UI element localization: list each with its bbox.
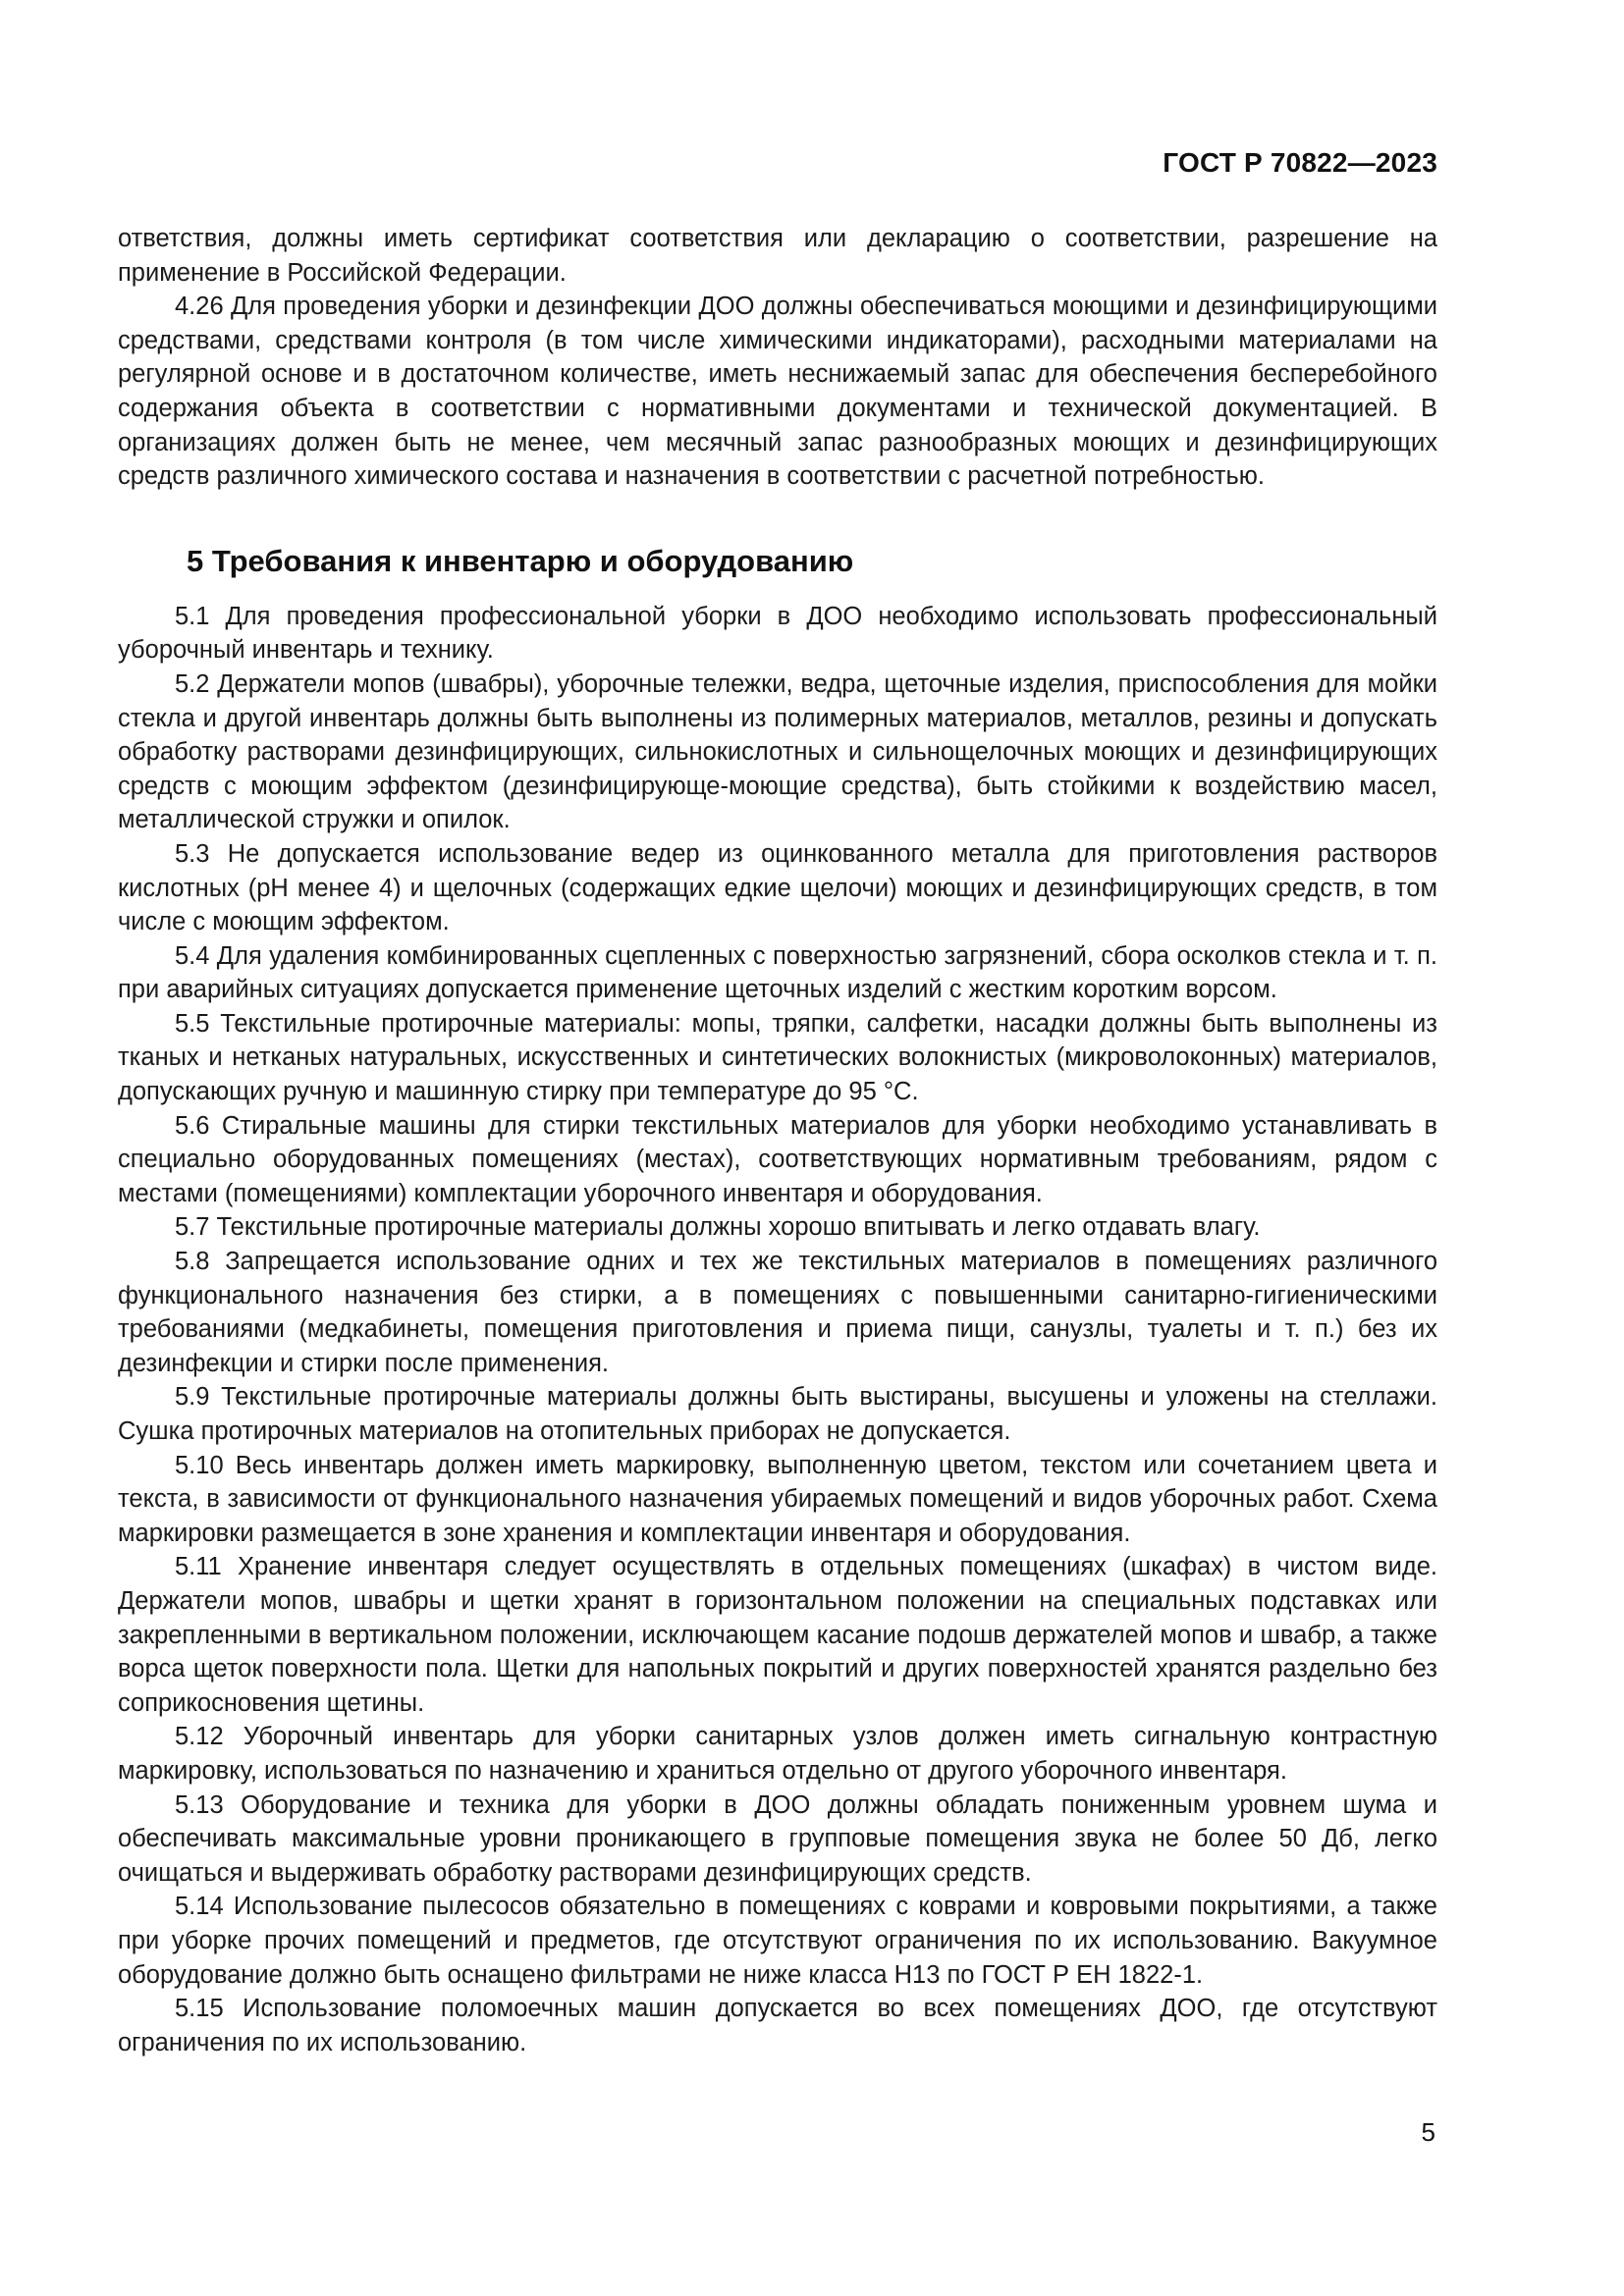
section-5-heading: 5 Требования к инвентарю и оборудованию bbox=[187, 543, 854, 578]
continued-paragraph: ответствия, должны иметь сертификат соответствия или декларацию о соответствии, разрешение на применение в Российской Федерации. bbox=[118, 225, 1437, 287]
paragraph-5-2: 5.2 Держатели мопов (швабры), уборочные тележки, ведра, щеточные изделия, приспособления для мойки стекла и другой инвентарь должны быть выполнены из полимерных материалов, металлов, резины и допускать обработку растворами дезинфицирующих, сильнокислотных и сильнощелочных моющих и дезинфицирующих средств с моющим эффектом (дезинфицирующе-моющие средства), быть стойкими к воздействию масел, металлической стружки и опилок. bbox=[118, 669, 1437, 834]
paragraph-5-5: 5.5 Текстильные протирочные материалы: мопы, тряпки, салфетки, насадки должны быть выполнены из тканых и нетканых натуральных, искусственных и синтетических волокнистых (микроволоконных) материалов, допускающих ручную и машинную стирку при температуре до 95 °C. bbox=[118, 1009, 1437, 1106]
document-body bbox=[118, 222, 1437, 2059]
paragraph-5-7: 5.7 Текстильные протирочные материалы должны хорошо впитывать и легко отдавать влагу. bbox=[175, 1213, 1261, 1242]
paragraph-5-8: 5.8 Запрещается использование одних и тех же текстильных материалов в помещениях различного функционального назначения без стирки, а в помещениях с повышенными санитарно-гигиеническими требованиями (медкабинеты, помещения приготовления и приема пищи, санузлы, туалеты и т. п.) без их дезинфекции и стирки после применения. bbox=[118, 1248, 1437, 1377]
paragraph-5-6: 5.6 Стиральные машины для стирки текстильных материалов для уборки необходимо устанавливать в специально оборудованных помещениях (местах), соответствующих нормативным требованиям, рядом с местами (помещениями) комплектации уборочного инвентаря и оборудования. bbox=[118, 1111, 1437, 1207]
document-code-header: ГОСТ Р 70822—2023 bbox=[1163, 147, 1437, 178]
paragraph-5-10: 5.10 Весь инвентарь должен иметь маркировку, выполненную цветом, текстом или сочетанием цвета и текста, в зависимости от функционального назначения убираемых помещений и видов уборочных работ. Схема маркировки размещается в зоне хранения и комплектации инвентаря и оборудования. bbox=[118, 1451, 1437, 1547]
paragraph-5-3: 5.3 Не допускается использование ведер из оцинкованного металла для приготовления растворов кислотных (pH менее 4) и щелочных (содержащих едкие щелочи) моющих и дезинфицирующих средств, в том числе с моющим эффектом. bbox=[118, 839, 1437, 936]
paragraph-5-11: 5.11 Хранение инвентаря следует осуществлять в отдельных помещениях (шкафах) в чистом виде. Держатели мопов, швабры и щетки хранят в горизонтальном положении на специальных подставках или закрепленными в вертикальном положении, исключающем касание подошв держателей мопов и швабр, а также ворса щеток поверхности пола. Щетки для напольных покрытий и других поверхностей хранятся раздельно без соприкосновения щетины. bbox=[118, 1553, 1437, 1717]
paragraph-5-9: 5.9 Текстильные протирочные материалы должны быть выстираны, высушены и уложены на стеллажи. Сушка протирочных материалов на отопительных приборах не допускается. bbox=[118, 1383, 1437, 1445]
paragraph-5-4: 5.4 Для удаления комбинированных сцепленных с поверхностью загрязнений, сбора осколков стекла и т. п. при аварийных ситуациях допускается применение щеточных изделий с жестким коротким ворсом. bbox=[118, 941, 1437, 1004]
page-number: 5 bbox=[1421, 2117, 1435, 2147]
paragraph-5-1: 5.1 Для проведения профессиональной уборки в ДОО необходимо использовать профессиональный уборочный инвентарь и технику. bbox=[118, 602, 1437, 665]
paragraph-4-26: 4.26 Для проведения уборки и дезинфекции ДОО должны обеспечиваться моющими и дезинфицирующими средствами, средствами контроля (в том числе химическими индикаторами), расходными материалами на регулярной основе и в достаточном количестве, иметь неснижаемый запас для обеспечения бесперебойного содержания объекта в соответствии с нормативными документами и технической документацией. В организациях должен быть не менее, чем месячный запас разнообразных моющих и дезинфицирующих средств различного химического состава и назначения в соответствии с расчетной потребностью. bbox=[118, 293, 1437, 491]
paragraph-5-12: 5.12 Уборочный инвентарь для уборки санитарных узлов должен иметь сигнальную контрастную маркировку, использоваться по назначению и храниться отдельно от другого уборочного инвентаря. bbox=[118, 1723, 1437, 1785]
paragraph-5-14: 5.14 Использование пылесосов обязательно в помещениях с коврами и ковровыми покрытиями, а также при уборке прочих помещений и предметов, где отсутствуют ограничения по их использованию. Вакуумное оборудование должно быть оснащено фильтрами не ниже класса Н13 по ГОСТ Р ЕН 1822-1. bbox=[118, 1893, 1437, 1989]
paragraph-5-15: 5.15 Использование поломоечных машин допускается во всех помещениях ДОО, где отсутствуют ограничения по их использованию. bbox=[118, 1995, 1437, 2056]
paragraph-5-13: 5.13 Оборудование и техника для уборки в ДОО должны обладать пониженным уровнем шума и обеспечивать максимальные уровни проникающего в групповые помещения звука не более 50 Дб, легко очищаться и выдерживать обработку растворами дезинфицирующих средств. bbox=[118, 1790, 1437, 1887]
